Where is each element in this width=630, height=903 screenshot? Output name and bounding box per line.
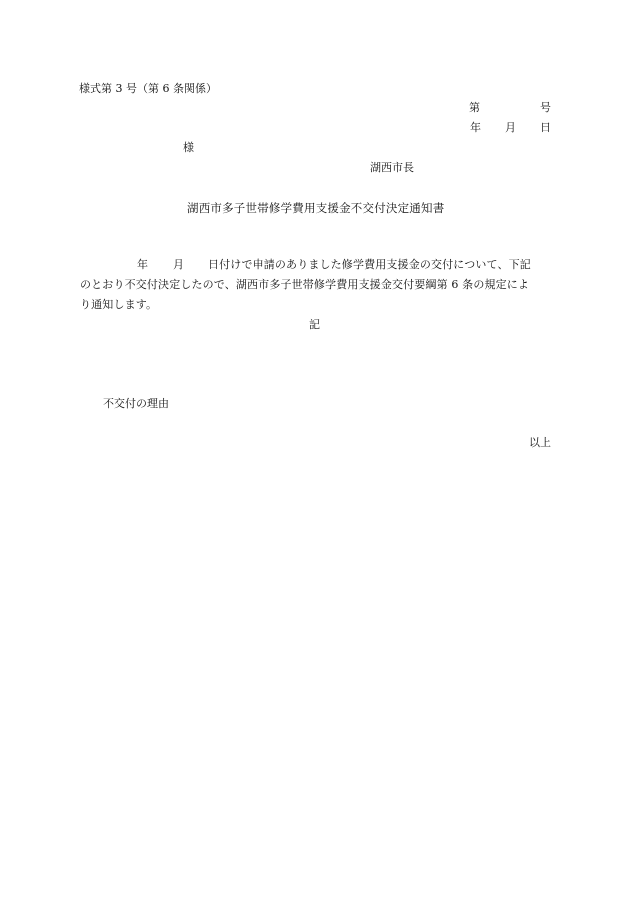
body-line-1: 日付けで申請のありました修学費用支援金の交付について、下記 <box>208 258 531 271</box>
ki-heading: 記 <box>309 318 320 331</box>
body-year: 年 <box>137 258 149 271</box>
date-day: 日 <box>540 121 551 134</box>
issuer-name: 湖西市長 <box>370 161 414 174</box>
document-title: 湖西市多子世帯修学費用支援金不交付決定通知書 <box>187 201 445 215</box>
body-month: 月 <box>173 258 185 271</box>
form-number: 様式第 3 号（第 6 条関係） <box>79 82 217 95</box>
closing-ijou: 以上 <box>529 436 551 449</box>
date-year: 年 <box>470 121 481 134</box>
addressee-suffix: 様 <box>183 141 194 154</box>
reference-go: 号 <box>540 101 551 114</box>
date-month: 月 <box>505 121 516 134</box>
body-line-3: り通知します。 <box>80 298 158 311</box>
body-line-2: のとおり不交付決定したので、湖西市多子世帯修学費用支援金交付要綱第 6 条の規定によ <box>80 278 530 291</box>
reference-dai: 第 <box>469 101 480 114</box>
reason-label: 不交付の理由 <box>103 397 169 410</box>
